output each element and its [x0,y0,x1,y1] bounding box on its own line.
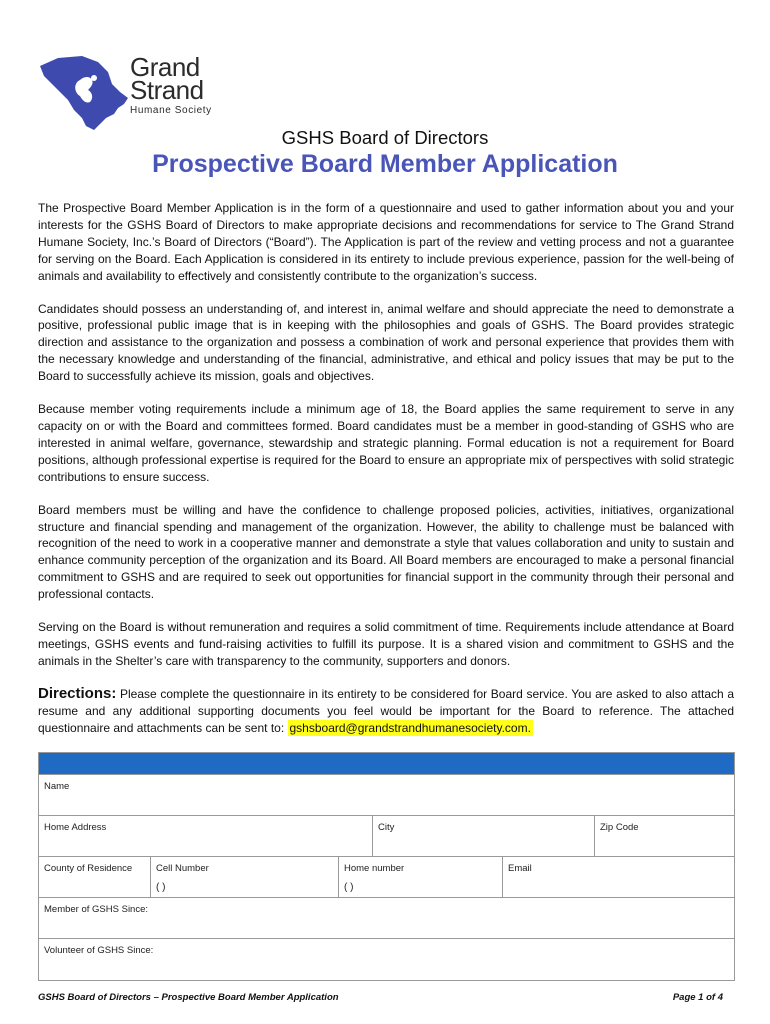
volunteer-since-label: Volunteer of GSHS Since: [44,945,154,956]
county-field[interactable] [39,857,151,897]
email-field[interactable] [503,857,734,897]
county-label: County of Residence [44,863,133,874]
form-row-address [39,816,734,857]
city-label: City [378,822,395,833]
logo-line-grand: Grand [130,52,200,82]
logo-line-humane-society: Humane Society [130,105,212,116]
south-carolina-map-icon [38,52,134,134]
zip-code-label: Zip Code [600,822,639,833]
home-address-field[interactable] [39,816,373,856]
submission-email-link[interactable]: gshsboard@grandstrandhumanesociety.com. [289,720,531,735]
form-row-contact [39,857,734,898]
organization-logo [38,52,238,134]
email-label: Email [508,863,532,874]
home-number-field[interactable] [339,857,503,897]
member-since-label: Member of GSHS Since: [44,904,149,915]
form-row-volunteer-since [39,939,734,980]
city-field[interactable] [373,816,595,856]
applicant-info-form [38,752,735,981]
page-subtitle: GSHS Board of Directors [281,127,489,148]
home-number-label: Home number [344,863,405,874]
paragraph-overview: The Prospective Board Member Application is in the form of a questionnaire and used to gather information about you and your interests for the GSHS Board of Directors to make appropriate decisions and recommendations for service to The Grand Strand Humane Society, Inc.’s Board of Directors (“Board”). The Application is part of the review and vetting process and not a guarantee for serving on the Board. Each Application is considered in its entirety to include previous experience, passion for the well-being of animals and availability to effectively and consistently contribute to the organization’s success. [38,201,734,283]
home-address-label: Home Address [44,822,107,833]
home-number-placeholder: ( ) [344,882,354,893]
logo-line-strand: Strand [130,75,204,105]
name-label: Name [44,781,70,792]
directions-label: Directions: [38,684,117,702]
member-since-field[interactable] [39,898,734,938]
cell-number-label: Cell Number [156,863,209,874]
volunteer-since-field[interactable] [39,939,734,980]
paragraph-board-members: Board members must be willing and have the confidence to challenge proposed policies, activities, initiatives, organizational structure and financial spending and management of the organization. However, the ability to challenge must be balanced with recognition of the need to work in a cooperative manner and demonstrate a style that values collaboration and unity to sustain and enhance community perception of the organization and its Board. All Board members are encouraged to make a personal financial commitment to GSHS and are required to seek out opportunities for financial support in the community through their personal and professional contacts. [38,502,734,602]
name-field[interactable] [39,775,734,815]
paragraph-directions [38,686,734,737]
footer-document-title: GSHS Board of Directors – Prospective Board Member Application [38,992,339,1003]
form-header-bar [39,753,734,775]
application-intro [38,200,734,736]
zip-code-field[interactable] [595,816,734,856]
footer-page-number: Page 1 of 4 [672,992,723,1003]
form-row-name [39,775,734,816]
page-title: Prospective Board Member Application [152,150,618,178]
paragraph-requirements: Because member voting requirements include a minimum age of 18, the Board applies the same requirement to serve in any capacity on or with the Board and committees formed. Board candidates must be a member in good-standing of GSHS who are interested in animal welfare, governance, stewardship and strategic planning. Formal education is not a requirement for Board positions, although professional expertise is required for the Board to ensure an appropriate mix of perspectives with solid strategic contributions to ensure success. [38,402,734,484]
cell-number-placeholder: ( ) [156,882,166,893]
directions-text: Please complete the questionnaire in its entirety to be considered for Board service. You are asked to also attach a resume and any additional supporting documents you feel would be important for the Board to reference. The attached questionnaire and attachments can be sent to: [38,686,734,735]
paragraph-candidates: Candidates should possess an understanding of, and interest in, animal welfare and should appreciate the need to demonstrate a positive, professional public image that is in keeping with the philosophies and goals of GSHS. The Board provides strategic direction and assistance to the organization and possess a combination of work and personal experience that provides them with the necessary knowledge and understanding of the financial, administrative, and ethical and policy issues that may be put to the Board to successfully achieve its mission, goals and objectives. [38,301,734,384]
form-row-member-since [39,898,734,939]
paragraph-commitment: Serving on the Board is without remuneration and requires a solid commitment of time. Requirements include attendance at Board meetings, GSHS events and fund-raising activities to fulfill its purpose. It is a shared vision and commitment to GSHS and the animals in the Shelter’s care with transparency to the community, supporters and donors. [38,620,734,668]
cell-number-field[interactable] [151,857,339,897]
